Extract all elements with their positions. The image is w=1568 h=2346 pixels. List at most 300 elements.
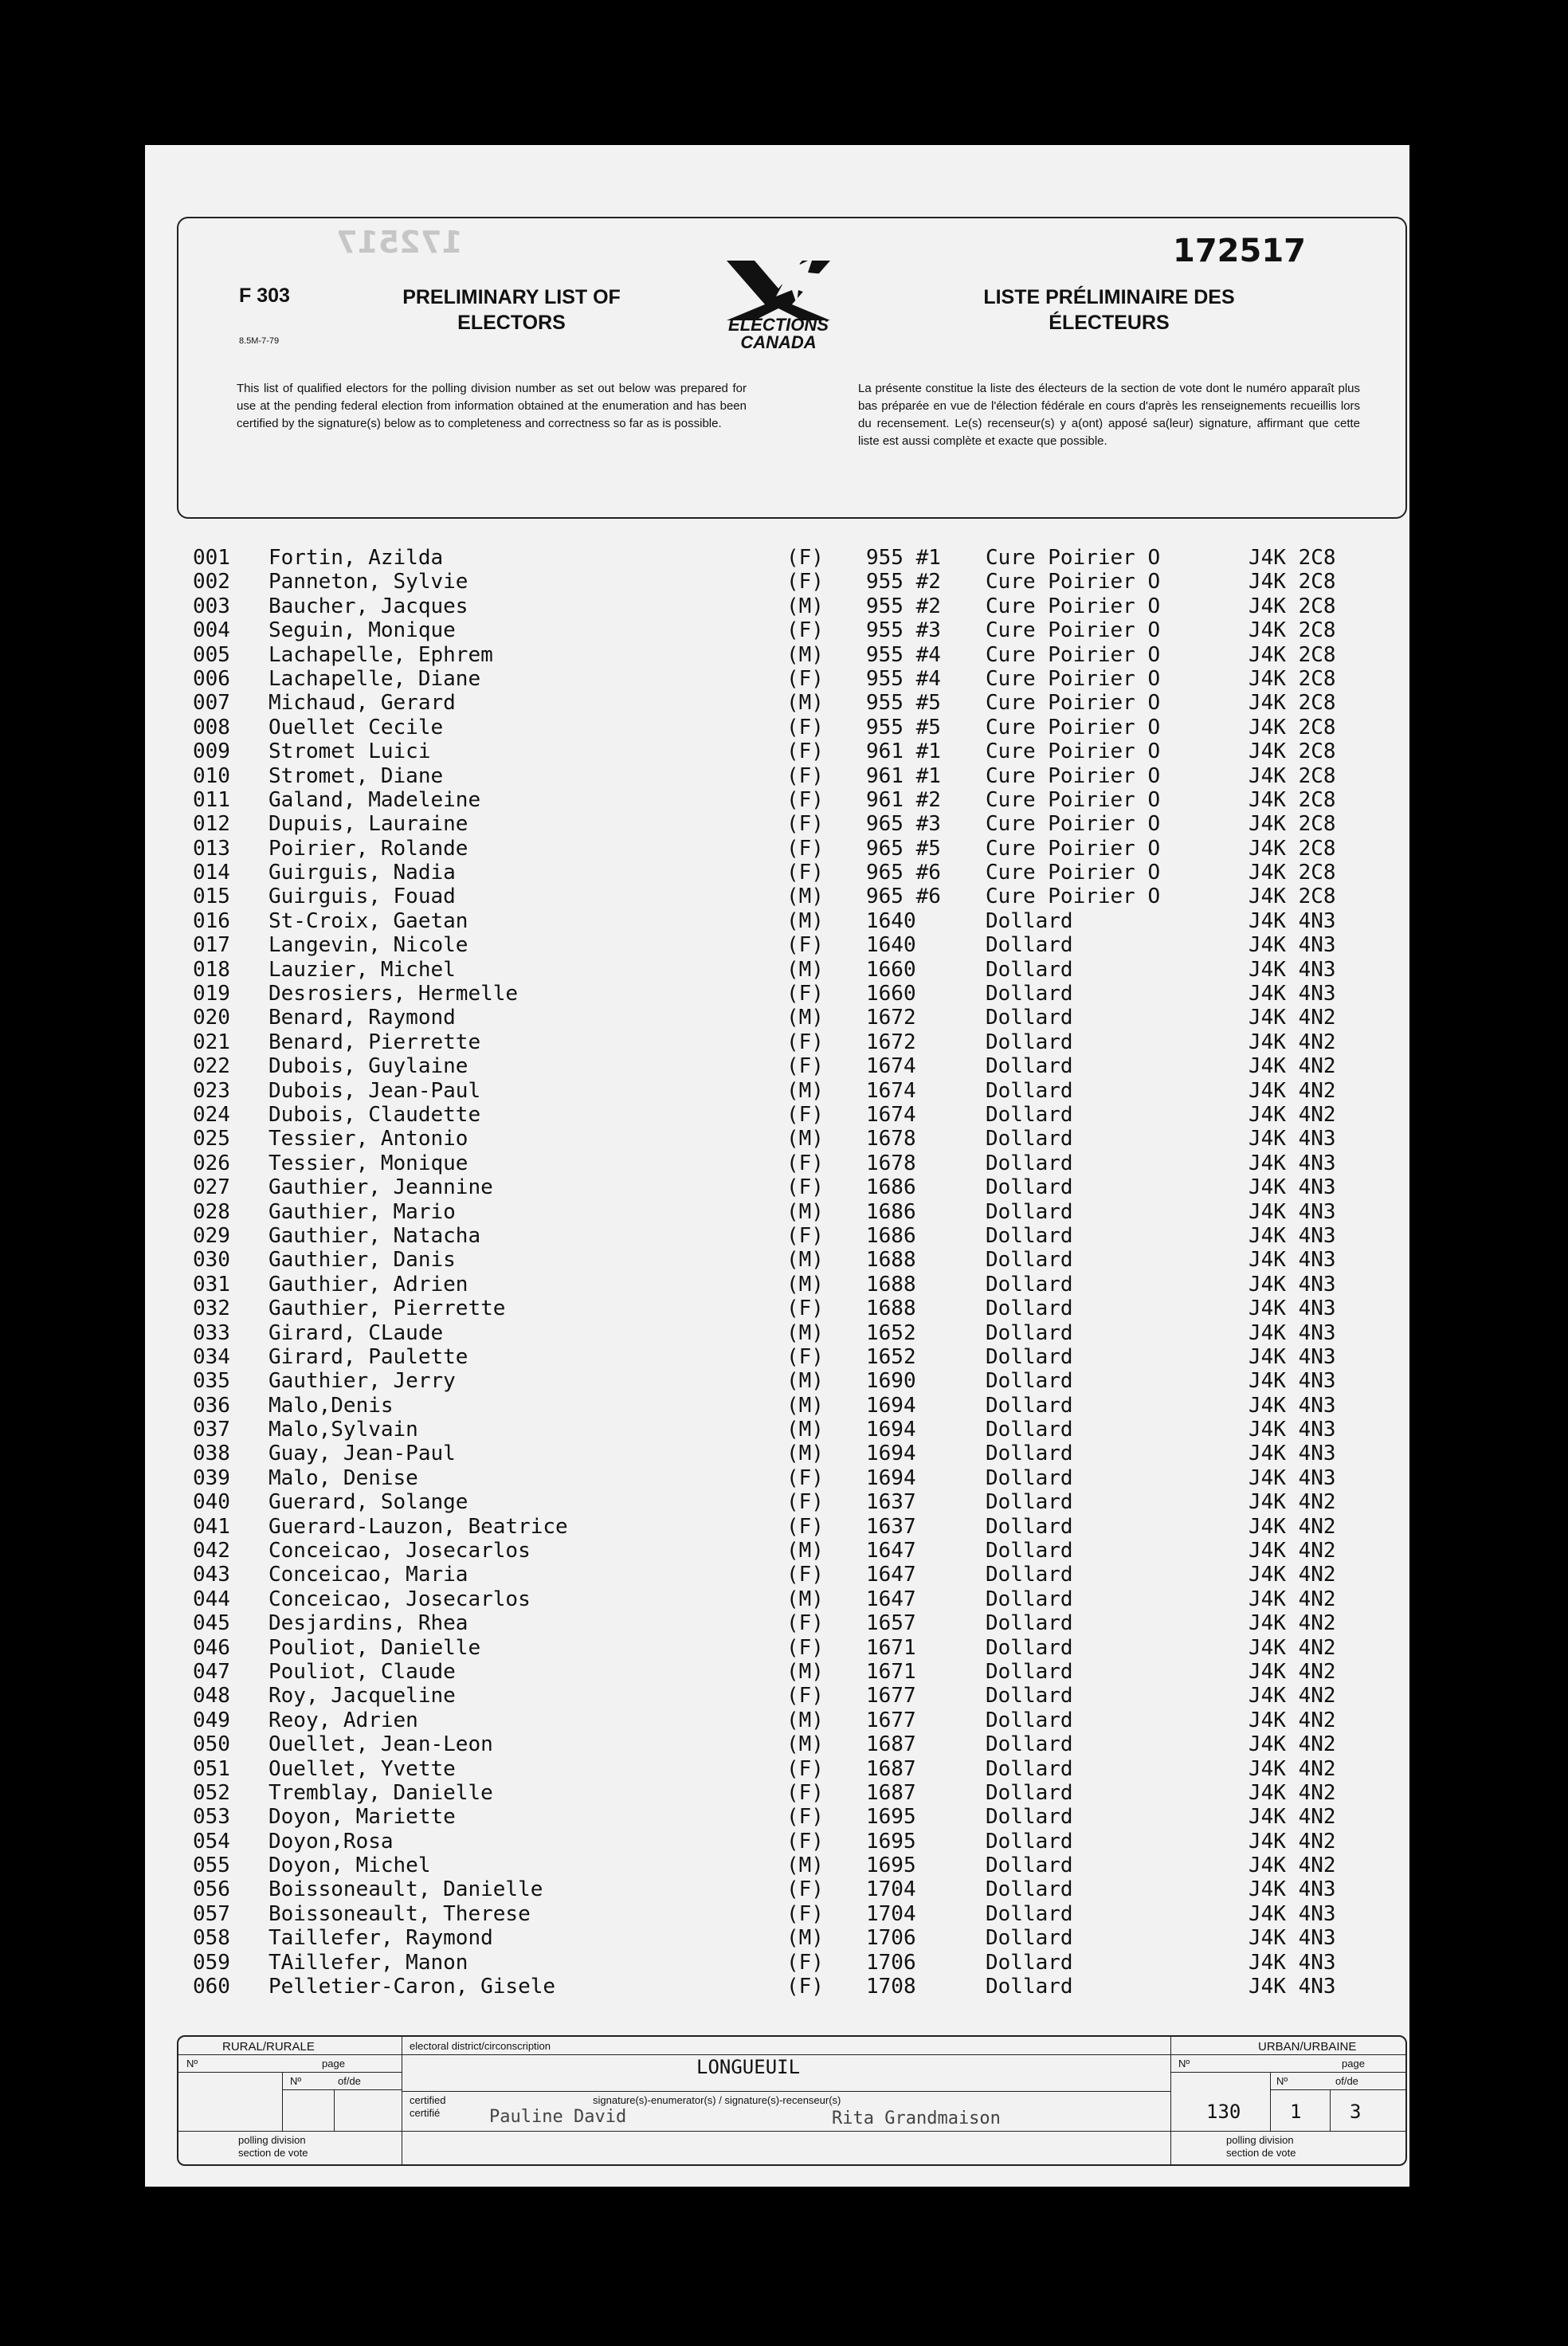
elector-name: Gauthier, Pierrette xyxy=(269,1297,506,1321)
elector-name: Dubois, Guylaine xyxy=(269,1054,468,1079)
table-row xyxy=(193,1636,1380,1660)
table-row xyxy=(193,618,1380,642)
elector-postal-code: J4K 4N2 xyxy=(1249,1829,1336,1854)
elector-civic-number: 1674 xyxy=(866,1102,916,1127)
elector-civic-number: 1677 xyxy=(866,1684,916,1708)
elector-sex: (F) xyxy=(786,740,824,764)
elector-number: 037 xyxy=(193,1418,230,1442)
elector-number: 010 xyxy=(193,763,230,788)
elector-number: 033 xyxy=(193,1320,230,1345)
certifie-label: certifié xyxy=(410,2107,441,2119)
elector-name: Malo, Denise xyxy=(269,1465,418,1490)
table-row xyxy=(193,1442,1380,1465)
elector-postal-code: J4K 4N2 xyxy=(1249,1539,1336,1563)
elector-civic-number: 1687 xyxy=(866,1780,916,1805)
table-row xyxy=(193,1757,1380,1781)
elector-street: Dollard xyxy=(986,1199,1073,1224)
elector-street: Dollard xyxy=(986,1756,1073,1781)
elector-number: 003 xyxy=(193,594,230,618)
elector-name: Stromet, Diane xyxy=(269,763,444,788)
elector-name: Reoy, Adrien xyxy=(269,1708,418,1732)
elector-postal-code: J4K 2C8 xyxy=(1249,642,1336,667)
enumerator-2-signature: Rita Grandmaison xyxy=(832,2109,1001,2128)
table-row xyxy=(193,1926,1380,1950)
elector-street: Cure Poirier O xyxy=(986,861,1161,885)
elector-postal-code: J4K 4N3 xyxy=(1249,1248,1336,1273)
title-french xyxy=(942,284,1276,335)
signature-label: signature(s)-enumerator(s) / signature(s)-recenseur(s) xyxy=(593,2094,841,2106)
elector-sex: (F) xyxy=(786,1611,824,1636)
elector-postal-code: J4K 4N3 xyxy=(1249,1950,1336,1975)
elector-number: 020 xyxy=(193,1006,230,1030)
elector-number: 045 xyxy=(193,1611,230,1636)
elector-postal-code: J4K 4N3 xyxy=(1249,1320,1336,1345)
elector-sex: (F) xyxy=(786,1151,824,1175)
no-label-2: Nº xyxy=(290,2075,302,2087)
page-total: 3 xyxy=(1350,2101,1362,2123)
elector-name: Gauthier, Mario xyxy=(269,1199,456,1224)
elector-postal-code: J4K 4N2 xyxy=(1249,1490,1336,1515)
elector-street: Dollard xyxy=(986,1272,1073,1297)
elector-civic-number: 1706 xyxy=(866,1950,916,1975)
table-row xyxy=(193,1539,1380,1563)
table-row xyxy=(193,546,1380,570)
elector-number: 046 xyxy=(193,1635,230,1660)
elector-civic-number: 1657 xyxy=(866,1611,916,1636)
table-row xyxy=(193,861,1380,885)
table-row xyxy=(193,1369,1380,1393)
elector-postal-code: J4K 4N3 xyxy=(1249,1199,1336,1224)
elector-postal-code: J4K 4N3 xyxy=(1249,1272,1336,1297)
elector-street: Cure Poirier O xyxy=(986,836,1161,861)
elector-name: Guirguis, Nadia xyxy=(269,861,456,885)
elector-number: 047 xyxy=(193,1659,230,1684)
urban-label: URBAN/URBAINE xyxy=(1258,2040,1357,2054)
elector-number: 035 xyxy=(193,1369,230,1394)
form-number: F 303 xyxy=(239,284,290,307)
elector-name: Gauthier, Jeannine xyxy=(269,1175,493,1200)
intro-english: This list of qualified electors for the polling division number as set out below was prepared for use at the pending federal election from information obtained at the enumeration and has been certified by the signature(s) below as to completeness and correctness so far as is possible. xyxy=(237,382,747,430)
elector-sex: (F) xyxy=(786,982,824,1006)
elector-number: 011 xyxy=(193,787,230,812)
table-row xyxy=(193,667,1380,691)
elector-postal-code: J4K 2C8 xyxy=(1249,715,1336,740)
elector-name: Girard, Paulette xyxy=(269,1344,468,1369)
elector-number: 024 xyxy=(193,1102,230,1127)
elector-street: Dollard xyxy=(986,1587,1073,1611)
elector-postal-code: J4K 4N2 xyxy=(1249,1078,1336,1103)
elector-civic-number: 1688 xyxy=(866,1297,916,1321)
elector-name: Pouliot, Claude xyxy=(269,1659,456,1684)
elector-civic-number: 955 #1 xyxy=(866,546,941,570)
table-row xyxy=(193,1273,1380,1297)
elector-name: Gauthier, Danis xyxy=(269,1248,456,1273)
elector-civic-number: 1674 xyxy=(866,1054,916,1079)
title-english-line2: ELECTORS xyxy=(457,312,566,334)
elector-sex: (F) xyxy=(786,812,824,837)
certified-label: certified xyxy=(410,2094,446,2106)
title-french-line1: LISTE PRÉLIMINAIRE DES xyxy=(983,286,1235,308)
elector-civic-number: 1687 xyxy=(866,1732,916,1757)
elector-civic-number: 1672 xyxy=(866,1006,916,1030)
elector-sex: (M) xyxy=(786,1854,824,1878)
elector-number: 002 xyxy=(193,570,230,594)
elector-number: 034 xyxy=(193,1344,230,1369)
elector-civic-number: 1640 xyxy=(866,933,916,958)
elector-postal-code: J4K 2C8 xyxy=(1249,812,1336,837)
elector-sex: (M) xyxy=(786,885,824,909)
polling-number: 130 xyxy=(1206,2101,1241,2123)
elector-sex: (F) xyxy=(786,836,824,861)
polling-label-2: section de vote xyxy=(238,2147,308,2159)
elector-number: 007 xyxy=(193,691,230,716)
elector-postal-code: J4K 4N3 xyxy=(1249,1369,1336,1394)
elector-number: 018 xyxy=(193,957,230,982)
table-row xyxy=(193,1030,1380,1054)
elector-number: 028 xyxy=(193,1199,230,1224)
elector-name: Conceicao, Josecarlos xyxy=(269,1539,531,1563)
elector-name: Doyon, Michel xyxy=(269,1854,431,1878)
elector-postal-code: J4K 2C8 xyxy=(1249,594,1336,618)
elector-postal-code: J4K 2C8 xyxy=(1249,546,1336,570)
elector-street: Cure Poirier O xyxy=(986,885,1161,909)
elector-number: 026 xyxy=(193,1151,230,1175)
elector-civic-number: 1694 xyxy=(866,1465,916,1490)
elector-sex: (M) xyxy=(786,594,824,618)
elector-sex: (F) xyxy=(786,787,824,812)
elector-postal-code: J4K 4N2 xyxy=(1249,1780,1336,1805)
elector-name: Boissoneault, Danielle xyxy=(269,1877,543,1902)
elector-name: Malo,Sylvain xyxy=(269,1418,418,1442)
elector-sex: (F) xyxy=(786,715,824,740)
elector-postal-code: J4K 4N2 xyxy=(1249,1514,1336,1539)
elector-street: Cure Poirier O xyxy=(986,642,1161,667)
enumerator-1-signature: Pauline David xyxy=(489,2107,627,2127)
elector-postal-code: J4K 4N2 xyxy=(1249,1611,1336,1636)
table-row xyxy=(193,1054,1380,1078)
elector-name: Doyon,Rosa xyxy=(269,1829,394,1854)
table-row xyxy=(193,1345,1380,1369)
table-row xyxy=(193,1854,1380,1877)
elector-civic-number: 1647 xyxy=(866,1563,916,1587)
footer-box xyxy=(177,2035,1407,2166)
elector-civic-number: 1708 xyxy=(866,1975,916,1999)
elector-postal-code: J4K 2C8 xyxy=(1249,570,1336,594)
elector-number: 014 xyxy=(193,861,230,885)
elector-civic-number: 1686 xyxy=(866,1175,916,1200)
elector-civic-number: 1671 xyxy=(866,1635,916,1660)
elector-sex: (F) xyxy=(786,1297,824,1321)
elector-postal-code: J4K 4N2 xyxy=(1249,1054,1336,1079)
page-label: page xyxy=(322,2058,345,2069)
elector-postal-code: J4K 4N2 xyxy=(1249,1563,1336,1587)
elector-postal-code: J4K 4N2 xyxy=(1249,1684,1336,1708)
elector-postal-code: J4K 4N3 xyxy=(1249,1393,1336,1418)
elector-name: Gauthier, Jerry xyxy=(269,1369,456,1394)
elector-name: Guay, Jean-Paul xyxy=(269,1442,456,1466)
elector-street: Dollard xyxy=(986,1926,1073,1951)
table-row xyxy=(193,1248,1380,1272)
elector-street: Dollard xyxy=(986,1854,1073,1878)
table-row xyxy=(193,643,1380,667)
logo-text xyxy=(719,316,838,351)
elector-sex: (M) xyxy=(786,1732,824,1757)
elector-name: Guerard, Solange xyxy=(269,1490,468,1515)
elector-number: 031 xyxy=(193,1272,230,1297)
elector-name: Dupuis, Lauraine xyxy=(269,812,468,837)
table-row xyxy=(193,1200,1380,1224)
elector-number: 004 xyxy=(193,618,230,643)
elector-civic-number: 1686 xyxy=(866,1223,916,1248)
elector-street: Dollard xyxy=(986,1054,1073,1079)
elector-street: Dollard xyxy=(986,1078,1073,1103)
elector-number: 032 xyxy=(193,1297,230,1321)
elector-name: Benard, Raymond xyxy=(269,1006,456,1030)
elector-street: Dollard xyxy=(986,1127,1073,1151)
elector-sex: (F) xyxy=(786,861,824,885)
urban-no-label: Nº xyxy=(1178,2058,1190,2069)
elector-name: Gauthier, Adrien xyxy=(269,1272,468,1297)
table-row xyxy=(193,1490,1380,1514)
elector-street: Dollard xyxy=(986,1901,1073,1926)
elector-number: 027 xyxy=(193,1175,230,1200)
elector-sex: (M) xyxy=(786,1393,824,1418)
table-row xyxy=(193,716,1380,740)
elector-number: 044 xyxy=(193,1587,230,1611)
elector-street: Dollard xyxy=(986,1151,1073,1175)
elector-street: Dollard xyxy=(986,1780,1073,1805)
elector-civic-number: 1647 xyxy=(866,1587,916,1611)
elector-civic-number: 1672 xyxy=(866,1030,916,1054)
elector-postal-code: J4K 4N3 xyxy=(1249,1877,1336,1902)
elector-sex: (F) xyxy=(786,1030,824,1054)
elector-street: Dollard xyxy=(986,1102,1073,1127)
elector-sex: (F) xyxy=(786,1175,824,1200)
table-row xyxy=(193,1732,1380,1756)
elector-number: 016 xyxy=(193,908,230,933)
elector-postal-code: J4K 2C8 xyxy=(1249,836,1336,861)
elector-sex: (F) xyxy=(786,933,824,958)
elector-sex: (M) xyxy=(786,642,824,667)
elector-number: 051 xyxy=(193,1756,230,1781)
elector-street: Dollard xyxy=(986,1611,1073,1636)
table-row xyxy=(193,1103,1380,1127)
table-row xyxy=(193,1830,1380,1854)
elector-street: Dollard xyxy=(986,1684,1073,1708)
table-row xyxy=(193,1660,1380,1684)
elector-postal-code: J4K 2C8 xyxy=(1249,740,1336,764)
elector-civic-number: 955 #5 xyxy=(866,691,941,716)
elector-name: Desrosiers, Hermelle xyxy=(269,982,519,1006)
elector-postal-code: J4K 2C8 xyxy=(1249,666,1336,691)
rural-label: RURAL/RURALE xyxy=(222,2040,315,2054)
elector-sex: (F) xyxy=(786,1635,824,1660)
elector-sex: (M) xyxy=(786,1659,824,1684)
table-row xyxy=(193,594,1380,618)
elector-name: Lachapelle, Diane xyxy=(269,666,481,691)
table-row xyxy=(193,982,1380,1006)
elector-sex: (M) xyxy=(786,957,824,982)
elector-sex: (F) xyxy=(786,1684,824,1708)
elector-number: 008 xyxy=(193,715,230,740)
elector-street: Dollard xyxy=(986,1539,1073,1563)
elector-number: 021 xyxy=(193,1030,230,1054)
elector-civic-number: 955 #2 xyxy=(866,594,941,618)
elector-civic-number: 1671 xyxy=(866,1659,916,1684)
elector-civic-number: 1686 xyxy=(866,1199,916,1224)
table-row xyxy=(193,570,1380,594)
table-row xyxy=(193,933,1380,957)
elector-street: Dollard xyxy=(986,1175,1073,1200)
elector-name: Panneton, Sylvie xyxy=(269,570,468,594)
elector-postal-code: J4K 2C8 xyxy=(1249,618,1336,643)
elector-name: Tessier, Monique xyxy=(269,1151,468,1175)
elector-street: Cure Poirier O xyxy=(986,546,1161,570)
elector-civic-number: 965 #3 xyxy=(866,812,941,837)
elector-postal-code: J4K 4N2 xyxy=(1249,1756,1336,1781)
elector-civic-number: 955 #4 xyxy=(866,666,941,691)
table-row xyxy=(193,691,1380,715)
table-row xyxy=(193,837,1380,861)
elector-sex: (M) xyxy=(786,1926,824,1951)
elector-number: 025 xyxy=(193,1127,230,1151)
elector-number: 036 xyxy=(193,1393,230,1418)
elector-number: 052 xyxy=(193,1780,230,1805)
elector-name: Gauthier, Natacha xyxy=(269,1223,481,1248)
intro-french: La présente constitue la liste des électeurs de la section de vote dont le numéro apparaît plus bas préparée en vue de l'élection fédérale en cours d'après les renseignements recueillis lors du recensement. Le(s) recenseur(s) y a(ont) apposé sa(leur) signature, affirmant que cette liste est aussi complète et exacte que possible. xyxy=(858,382,1360,448)
elector-postal-code: J4K 2C8 xyxy=(1249,861,1336,885)
elector-postal-code: J4K 4N3 xyxy=(1249,1442,1336,1466)
elector-sex: (F) xyxy=(786,666,824,691)
elector-civic-number: 1652 xyxy=(866,1344,916,1369)
elector-sex: (F) xyxy=(786,1829,824,1854)
elector-sex: (F) xyxy=(786,1054,824,1079)
elector-civic-number: 1660 xyxy=(866,982,916,1006)
urban-polling-label-2: section de vote xyxy=(1226,2147,1296,2159)
elector-street: Dollard xyxy=(986,1248,1073,1273)
elector-civic-number: 1647 xyxy=(866,1539,916,1563)
elector-street: Dollard xyxy=(986,1030,1073,1054)
elector-postal-code: J4K 4N3 xyxy=(1249,1151,1336,1175)
elector-number: 048 xyxy=(193,1684,230,1708)
elector-street: Dollard xyxy=(986,1442,1073,1466)
elector-street: Dollard xyxy=(986,1975,1073,1999)
elector-postal-code: J4K 4N2 xyxy=(1249,1805,1336,1830)
elector-street: Cure Poirier O xyxy=(986,715,1161,740)
elector-number: 005 xyxy=(193,642,230,667)
elector-number: 019 xyxy=(193,982,230,1006)
serial-number-ghost: 172517 xyxy=(336,225,463,260)
elector-name: Ouellet, Yvette xyxy=(269,1756,456,1781)
table-row xyxy=(193,1708,1380,1732)
table-row xyxy=(193,1781,1380,1805)
elector-civic-number: 1640 xyxy=(866,908,916,933)
elector-civic-number: 1704 xyxy=(866,1901,916,1926)
elector-name: Fortin, Azilda xyxy=(269,546,444,570)
elector-number: 043 xyxy=(193,1563,230,1587)
elector-number: 054 xyxy=(193,1829,230,1854)
elector-civic-number: 1706 xyxy=(866,1926,916,1951)
table-row xyxy=(193,1127,1380,1151)
elector-street: Dollard xyxy=(986,1320,1073,1345)
elector-name: Lauzier, Michel xyxy=(269,957,456,982)
elector-name: Pelletier-Caron, Gisele xyxy=(269,1975,556,1999)
elector-postal-code: J4K 4N2 xyxy=(1249,1854,1336,1878)
elector-number: 006 xyxy=(193,666,230,691)
table-row xyxy=(193,1418,1380,1442)
elector-civic-number: 1695 xyxy=(866,1854,916,1878)
logo-line2: CANADA xyxy=(740,332,817,352)
elector-sex: (M) xyxy=(786,908,824,933)
table-row xyxy=(193,1079,1380,1103)
elector-postal-code: J4K 4N3 xyxy=(1249,1975,1336,1999)
elector-sex: (F) xyxy=(786,763,824,788)
elector-postal-code: J4K 4N3 xyxy=(1249,1344,1336,1369)
elector-sex: (F) xyxy=(786,1877,824,1902)
table-row xyxy=(193,1587,1380,1611)
elector-civic-number: 965 #6 xyxy=(866,885,941,909)
table-row xyxy=(193,764,1380,788)
table-row xyxy=(193,1297,1380,1320)
elector-street: Dollard xyxy=(986,1369,1073,1394)
elector-name: Conceicao, Maria xyxy=(269,1563,468,1587)
elector-civic-number: 1688 xyxy=(866,1248,916,1273)
elector-street: Dollard xyxy=(986,1393,1073,1418)
elector-name: Ouellet, Jean-Leon xyxy=(269,1732,493,1757)
elector-sex: (M) xyxy=(786,1199,824,1224)
elector-number: 015 xyxy=(193,885,230,909)
logo-line1: ELECTIONS xyxy=(728,315,829,335)
urban-page-label: page xyxy=(1342,2058,1365,2069)
elector-name: Dubois, Jean-Paul xyxy=(269,1078,481,1103)
elector-sex: (M) xyxy=(786,1248,824,1273)
table-row xyxy=(193,909,1380,933)
elector-number: 013 xyxy=(193,836,230,861)
ofde-label: of/de xyxy=(338,2075,361,2087)
elector-sex: (M) xyxy=(786,1442,824,1466)
title-english xyxy=(360,284,663,335)
elector-name: Langevin, Nicole xyxy=(269,933,468,958)
elector-street: Dollard xyxy=(986,1344,1073,1369)
elector-sex: (M) xyxy=(786,1320,824,1345)
elector-street: Dollard xyxy=(986,1732,1073,1757)
elector-sex: (F) xyxy=(786,1465,824,1490)
elector-postal-code: J4K 2C8 xyxy=(1249,691,1336,716)
elector-civic-number: 1690 xyxy=(866,1369,916,1394)
elector-postal-code: J4K 4N3 xyxy=(1249,957,1336,982)
elector-name: Galand, Madeleine xyxy=(269,787,481,812)
elector-name: Conceicao, Josecarlos xyxy=(269,1587,531,1611)
elector-street: Dollard xyxy=(986,1805,1073,1830)
elector-sex: (M) xyxy=(786,1587,824,1611)
elector-civic-number: 1660 xyxy=(866,957,916,982)
elector-name: Roy, Jacqueline xyxy=(269,1684,456,1708)
elector-number: 001 xyxy=(193,546,230,570)
elector-name: Stromet Luici xyxy=(269,740,431,764)
elector-name: Baucher, Jacques xyxy=(269,594,468,618)
title-french-line2: ÉLECTEURS xyxy=(1049,312,1170,334)
elector-name: Ouellet Cecile xyxy=(269,715,444,740)
elector-street: Cure Poirier O xyxy=(986,666,1161,691)
no-label: Nº xyxy=(186,2058,198,2069)
elector-civic-number: 965 #5 xyxy=(866,836,941,861)
elector-street: Cure Poirier O xyxy=(986,812,1161,837)
elector-sex: (M) xyxy=(786,1272,824,1297)
elector-number: 040 xyxy=(193,1490,230,1515)
elector-number: 039 xyxy=(193,1465,230,1490)
elector-postal-code: J4K 4N3 xyxy=(1249,1223,1336,1248)
elector-number: 022 xyxy=(193,1054,230,1079)
